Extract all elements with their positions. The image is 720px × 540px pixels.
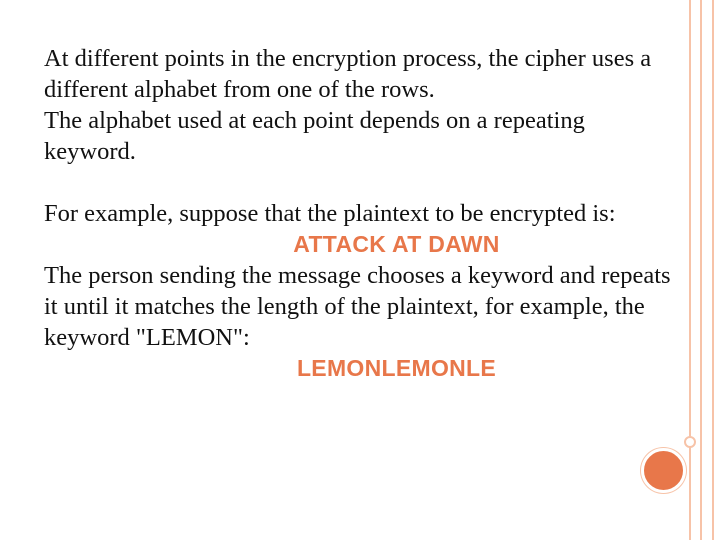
plaintext-example: ATTACK AT DAWN bbox=[293, 231, 500, 257]
paragraph-example-plaintext: For example, suppose that the plaintext to be encrypted is: bbox=[44, 200, 616, 227]
decorative-rail-right bbox=[712, 0, 714, 540]
ring-small-icon bbox=[684, 436, 696, 448]
circle-large-icon bbox=[641, 448, 686, 493]
decorative-rail-middle bbox=[700, 0, 702, 540]
paragraph-repeating-keyword: The alphabet used at each point depends on a repeating keyword. bbox=[44, 107, 585, 165]
decorative-rail-left bbox=[689, 0, 691, 540]
paragraph-cipher-alphabet: At different points in the encryption process, the cipher uses a different alphabet from one of the rows. bbox=[44, 45, 652, 103]
paragraph-keyword-explanation: The person sending the message chooses a keyword and repeats it until it matches the length of the plaintext, for example, the keyword "LEMON": bbox=[44, 262, 671, 351]
keyword-repeated: LEMONLEMONLE bbox=[296, 355, 497, 381]
slide-body bbox=[44, 43, 674, 384]
paragraph-spacer bbox=[44, 167, 674, 198]
